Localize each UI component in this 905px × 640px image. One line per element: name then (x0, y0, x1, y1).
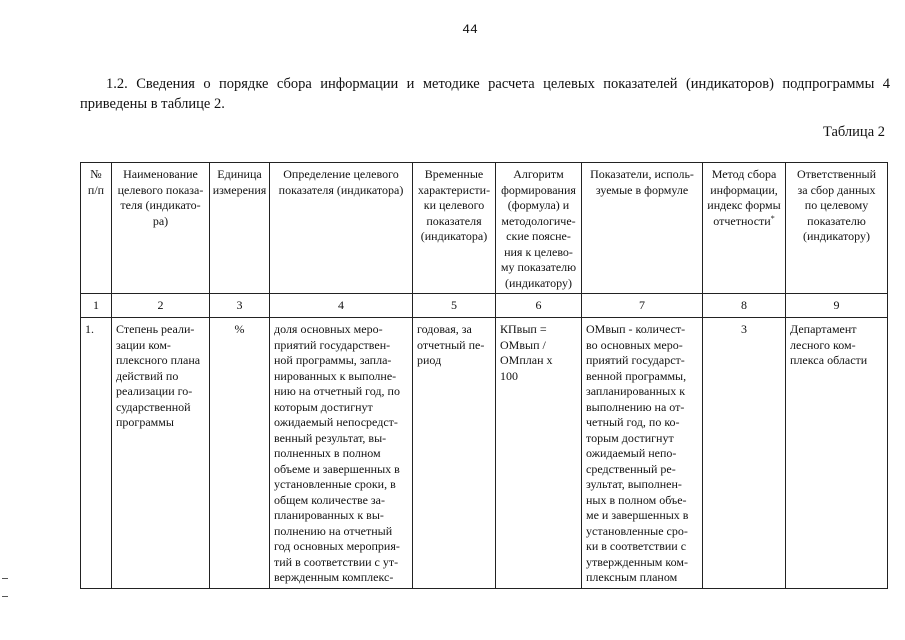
column-number: 8 (703, 294, 786, 318)
header-time-characteristics: Временные характеристи- ки целевого показателя (индикатора) (413, 163, 496, 294)
margin-mark (2, 596, 8, 597)
column-number: 4 (270, 294, 413, 318)
header-formula-indicators: Показатели, исполь- зуемые в формуле (582, 163, 703, 294)
column-number: 7 (582, 294, 703, 318)
unit-cell: % (210, 318, 270, 589)
header-indicator-name: Наименование целевого показа- теля (индикато- ра) (112, 163, 210, 294)
page-number: 44 (462, 22, 478, 37)
time-cell: годовая, за отчетный пе- риод (413, 318, 496, 589)
indicators-table (80, 162, 888, 589)
collection-method-cell: 3 (703, 318, 786, 589)
indicator-name: Степень реали- зации ком- плексного плана действий по реализации го- сударственной программы (112, 318, 210, 589)
column-number: 1 (81, 294, 112, 318)
column-number: 2 (112, 294, 210, 318)
header-unit: Единица измерения (210, 163, 270, 294)
footnote-mark: * (770, 213, 775, 223)
header-collection-method-text: Метод сбора информации, индекс формы отчетности (707, 167, 781, 228)
row-number: 1. (81, 318, 112, 589)
table-caption: Таблица 2 (822, 124, 885, 140)
column-number: 5 (413, 294, 496, 318)
header-collection-method (703, 163, 786, 294)
column-number: 9 (786, 294, 888, 318)
header-responsible: Ответственный за сбор данных по целевому показателю (индикатору) (786, 163, 888, 294)
column-number: 6 (496, 294, 582, 318)
header-row (81, 163, 888, 294)
header-definition: Определение целевого показателя (индикатора) (270, 163, 413, 294)
column-numbers-row (81, 294, 888, 318)
formula-cell: КПвып = ОМвып / ОМплан х 100 (496, 318, 582, 589)
margin-mark (2, 578, 8, 579)
column-number: 3 (210, 294, 270, 318)
table-row (81, 318, 888, 589)
header-number: № п/п (81, 163, 112, 294)
intro-paragraph: 1.2. Сведения о порядке сбора информации и методике расчета целевых показателей (индикаторов) подпрограммы 4 приведены в таблице 2. (80, 76, 890, 112)
formula-indicators-cell: ОМвып - количест- во основных меро- приятий государст- венной программы, запланированных к выполнению на от- четный год, по ко- торым достигнут ожидаемый непо- средственный ре- зультат, выполнен- ных в полном объе- ме и завершенных в установленные сро- ки в соответствии с утвержденным ком- плексным планом (582, 318, 703, 589)
definition-cell: доля основных меро- приятий государствен- ной программы, запла- нированных к выполне- нию на отчетный год, по которым достигнут ожидаемый непосредст- венный результат, вы- полненных в полном объеме и завершенных в установленные сроки, в общем количестве за- планированных к вы- полнению на отчетный год основных мероприя- тий в соответствии с ут- вержденным комплекс- (270, 318, 413, 589)
responsible-cell: Департамент лесного ком- плекса области (786, 318, 888, 589)
header-algorithm: Алгоритм формирования (формула) и методологиче- ские пояснe- ния к целево- му показателю (индикатору) (496, 163, 582, 294)
